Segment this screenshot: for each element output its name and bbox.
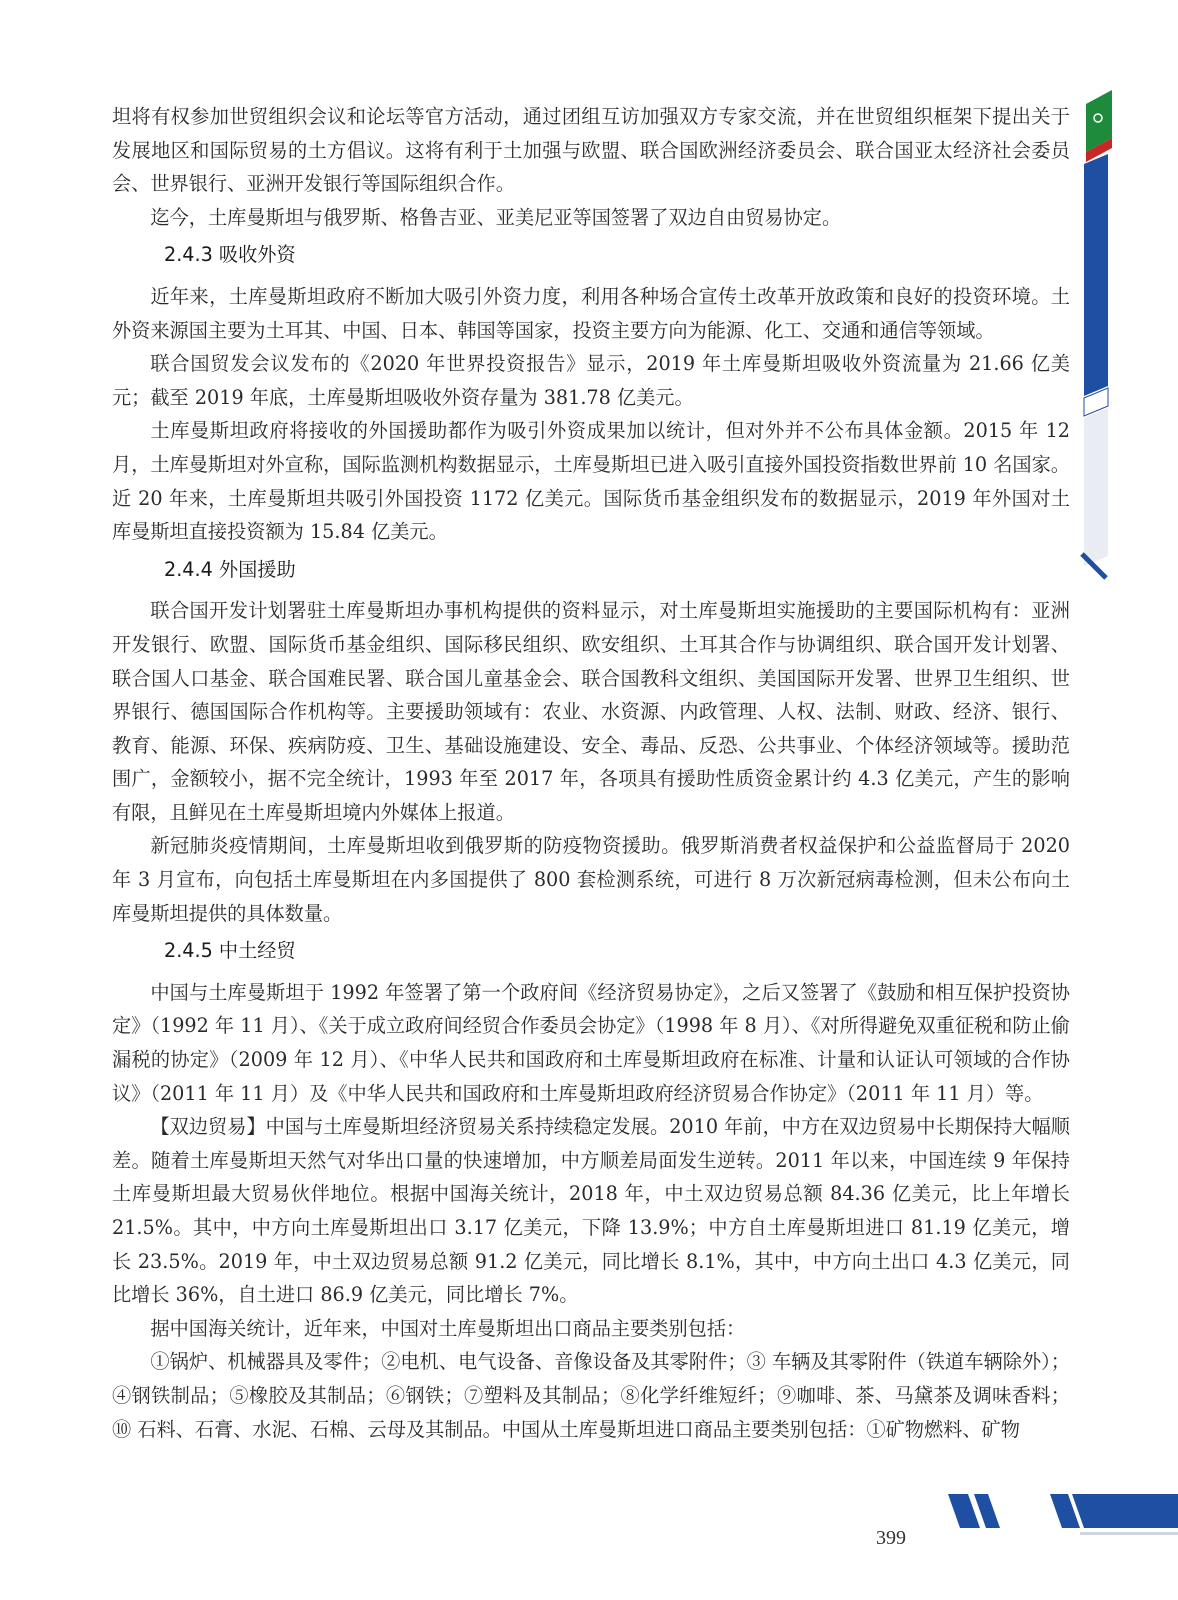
section-heading: 2.4.4 外国援助	[164, 557, 296, 581]
paragraph: ①锅炉、机械器具及零件；②电机、电气设备、音像设备及其零附件；③ 车辆及其零附件（铁道车辆除外）；④钢铁制品；⑤橡胶及其制品；⑥钢铁；⑦塑料及其制品；⑧化学纤维短纤；⑨咖啡、茶、马黛茶及调味香料；⑩ 石料、石膏、水泥、石棉、云母及其制品。中国从土库曼斯坦进口商品主要类别包括：①矿物燃料、矿物	[112, 1350, 1070, 1441]
paragraph: 联合国开发计划署驻土库曼斯坦办事机构提供的资料显示，对土库曼斯坦实施援助的主要国际机构有：亚洲开发银行、欧盟、国际货币基金组织、国际移民组织、欧安组织、土耳其合作与协调组织、联合国开发计划署、联合国人口基金、联合国难民署、联合国儿童基金会、联合国教科文组织、美国国际开发署、世界卫生组织、世界银行、德国国际合作机构等。主要援助领域有：农业、水资源、内政管理、人权、法制、财政、经济、银行、教育、能源、环保、疾病防疫、卫生、基础设施建设、安全、毒品、反恐、公共事业、个体经济领域等。援助范围广，金额较小，据不完全统计，1993 年至 2017 年，各项具有援助性质资金累计约 4.3 亿美元，产生的影响有限，且鲜见在土库曼斯坦境内外媒体上报道。	[112, 599, 1070, 824]
paragraph: 近年来，土库曼斯坦政府不断加大吸引外资力度，利用各种场合宣传土改革开放政策和良好的投资环境。土外资来源国主要为土耳其、中国、日本、韩国等国家，投资主要方向为能源、化工、交通和通信等领域。	[112, 284, 1070, 342]
page-number: 399	[876, 1527, 906, 1549]
paragraph: 据中国海关统计，近年来，中国对土库曼斯坦出口商品主要类别包括：	[150, 1316, 746, 1340]
page-body	[112, 100, 1070, 1446]
paragraph: 中国与土库曼斯坦于 1992 年签署了第一个政府间《经济贸易协定》，之后又签署了《鼓励和相互保护投资协定》（1992 年 11 月）、《关于成立政府间经贸合作委员会协定》（1998 年 8 月）、《对所得避免双重征税和防止偷漏税的协定》（2009 年 12 月）、《中华人民共和国政府和土库曼斯坦政府在标准、计量和认证认可领域的合作协议》（2011 年 11 月）及《中华人民共和国政府和土库曼斯坦政府经济贸易合作协定》（2011 年 11 月）等。	[112, 980, 1070, 1105]
paragraph: 坦将有权参加世贸组织会议和论坛等官方活动，通过团组互访加强双方专家交流，并在世贸组织框架下提出关于发展地区和国际贸易的土方倡议。这将有利于土加强与欧盟、联合国欧洲经济委员会、联合国亚太经济社会委员会、世界银行、亚洲开发银行等国际组织合作。	[112, 105, 1070, 196]
section-heading: 2.4.3 吸收外资	[164, 243, 296, 267]
side-decoration	[1076, 86, 1178, 586]
paragraph: 迄今，土库曼斯坦与俄罗斯、格鲁吉亚、亚美尼亚等国签署了双边自由贸易协定。	[150, 205, 842, 229]
corner-decoration	[940, 1492, 1178, 1540]
paragraph: 联合国贸发会议发布的《2020 年世界投资报告》显示，2019 年土库曼斯坦吸收外资流量为 21.66 亿美元；截至 2019 年底，土库曼斯坦吸收外资存量为 381.78 亿美元。	[112, 352, 1070, 409]
paragraph: 新冠肺炎疫情期间，土库曼斯坦收到俄罗斯的防疫物资援助。俄罗斯消费者权益保护和公益监督局于 2020 年 3 月宣布，向包括土库曼斯坦在内多国提供了 800 套检测系统，可进行 8 万次新冠病毒检测，但未公布向土库曼斯坦提供的具体数量。	[112, 834, 1070, 925]
paragraph: 【双边贸易】中国与土库曼斯坦经济贸易关系持续稳定发展。2010 年前，中方在双边贸易中长期保持大幅顺差。随着土库曼斯坦天然气对华出口量的快速增加，中方顺差局面发生逆转。2011 年以来，中国连续 9 年保持土库曼斯坦最大贸易伙伴地位。根据中国海关统计，2018 年，中土双边贸易总额 84.36 亿美元，比上年增长 21.5%。其中，中方向土库曼斯坦出口 3.17 亿美元，下降 13.9%；中方自土库曼斯坦进口 81.19 亿美元，增长 23.5%。2019 年，中土双边贸易总额 91.2 亿美元，同比增长 8.1%，其中，中方向土出口 4.3 亿美元，同比增长 36%，自土进口 86.9 亿美元，同比增长 7%。	[112, 1115, 1070, 1307]
section-heading: 2.4.5 中土经贸	[164, 939, 296, 963]
paragraph: 土库曼斯坦政府将接收的外国援助都作为吸引外资成果加以统计，但对外并不公布具体金额。2015 年 12 月，土库曼斯坦对外宣称，国际监测机构数据显示，土库曼斯坦已进入吸引直接外国投资指数世界前 10 名国家。近 20 年来，土库曼斯坦共吸引外国投资 1172 亿美元。国际货币基金组织发布的数据显示，2019 年外国对土库曼斯坦直接投资额为 15.84 亿美元。	[112, 419, 1070, 544]
